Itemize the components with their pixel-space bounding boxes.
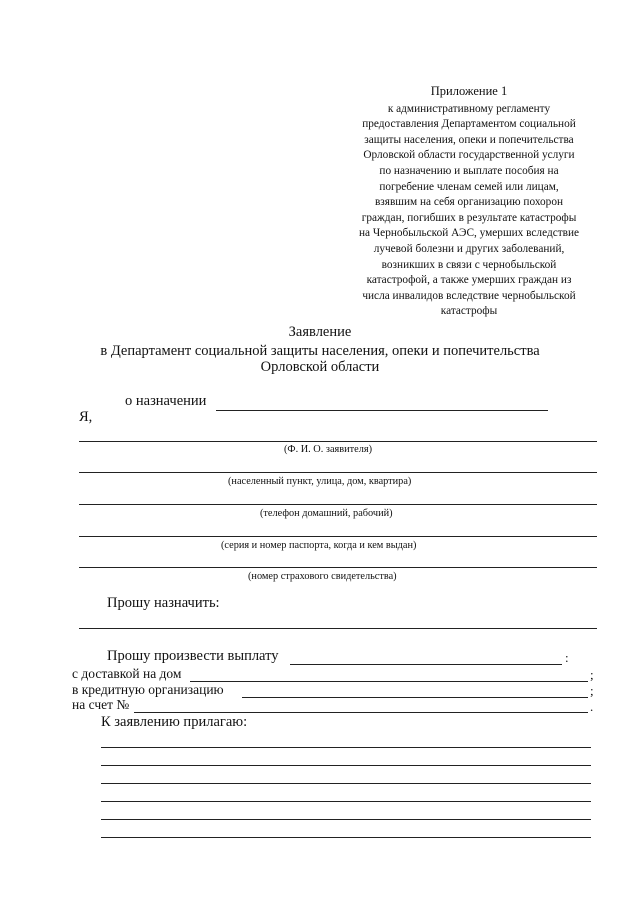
fio-caption: (Ф. И. О. заявителя) <box>284 444 373 455</box>
phone-caption: (телефон домашний, рабочий) <box>260 508 393 519</box>
request-pay-label: Прошу произвести выплату <box>107 648 279 664</box>
attachment-line[interactable] <box>101 783 591 784</box>
statement-title: Заявление <box>288 324 352 340</box>
passport-field[interactable] <box>79 536 597 537</box>
appendix-header <box>338 84 600 320</box>
address-field[interactable] <box>79 472 597 473</box>
about-label: о назначении <box>125 393 207 409</box>
request-assign-label: Прошу назначить: <box>107 595 220 611</box>
appendix-line: взявшим на себя организацию похорон <box>374 196 564 209</box>
appendix-line: к административному регламенту <box>387 102 551 115</box>
appendix-line: Орловской области государственной услуги <box>363 149 575 162</box>
appendix-line: лучевой болезни и других заболеваний, <box>373 242 565 255</box>
appendix-line: погребение членам семей или лицам, <box>379 180 559 193</box>
appendix-number: Приложение 1 <box>430 84 508 98</box>
credit-org-field[interactable] <box>242 697 588 698</box>
colon: : <box>565 650 569 665</box>
delivery-home-field[interactable] <box>190 681 588 682</box>
attachment-line[interactable] <box>101 837 591 838</box>
about-field[interactable] <box>216 410 548 411</box>
credit-org-label: в кредитную организацию <box>72 682 224 697</box>
i-label: Я, <box>79 409 93 425</box>
attachment-line[interactable] <box>101 747 591 748</box>
period: . <box>590 699 594 714</box>
appendix-line: числа инвалидов вследствие чернобыльской <box>362 289 576 302</box>
delivery-home-label: с доставкой на дом <box>72 666 182 681</box>
phone-field[interactable] <box>79 504 597 505</box>
appendix-line: возникших в связи с чернобыльской <box>381 258 557 271</box>
appendix-line: защиты населения, опеки и попечительства <box>364 133 574 146</box>
attachment-line[interactable] <box>101 801 591 802</box>
appendix-line: катастрофой, а также умерших граждан из <box>366 274 572 287</box>
insurance-caption: (номер страхового свидетельства) <box>248 571 397 582</box>
semicolon: ; <box>590 667 594 682</box>
account-no-label: на счет № <box>72 697 130 712</box>
appendix-line: предоставления Департаментом социальной <box>362 118 576 131</box>
semicolon: ; <box>590 683 594 698</box>
fio-field[interactable] <box>79 441 597 442</box>
attachment-line[interactable] <box>101 765 591 766</box>
appendix-line: на Чернобыльской АЭС, умерших вследствие <box>358 227 580 240</box>
attach-label: К заявлению прилагаю: <box>101 714 248 730</box>
account-no-field[interactable] <box>134 712 588 713</box>
passport-caption: (серия и номер паспорта, когда и кем выдан) <box>221 540 417 551</box>
statement-addressee-region: Орловской области <box>260 359 380 375</box>
address-caption: (населенный пункт, улица, дом, квартира) <box>228 476 412 487</box>
appendix-line: катастрофы <box>440 305 498 318</box>
request-assign-field[interactable] <box>79 628 597 629</box>
payment-method-field[interactable] <box>290 664 562 665</box>
appendix-line: по назначению и выплате пособия на <box>379 164 559 177</box>
statement-addressee: в Департамент социальной защиты населения, опеки и попечительства <box>100 343 540 359</box>
insurance-field[interactable] <box>79 567 597 568</box>
appendix-line: граждан, погибших в результате катастрофы <box>361 211 577 224</box>
attachment-line[interactable] <box>101 819 591 820</box>
